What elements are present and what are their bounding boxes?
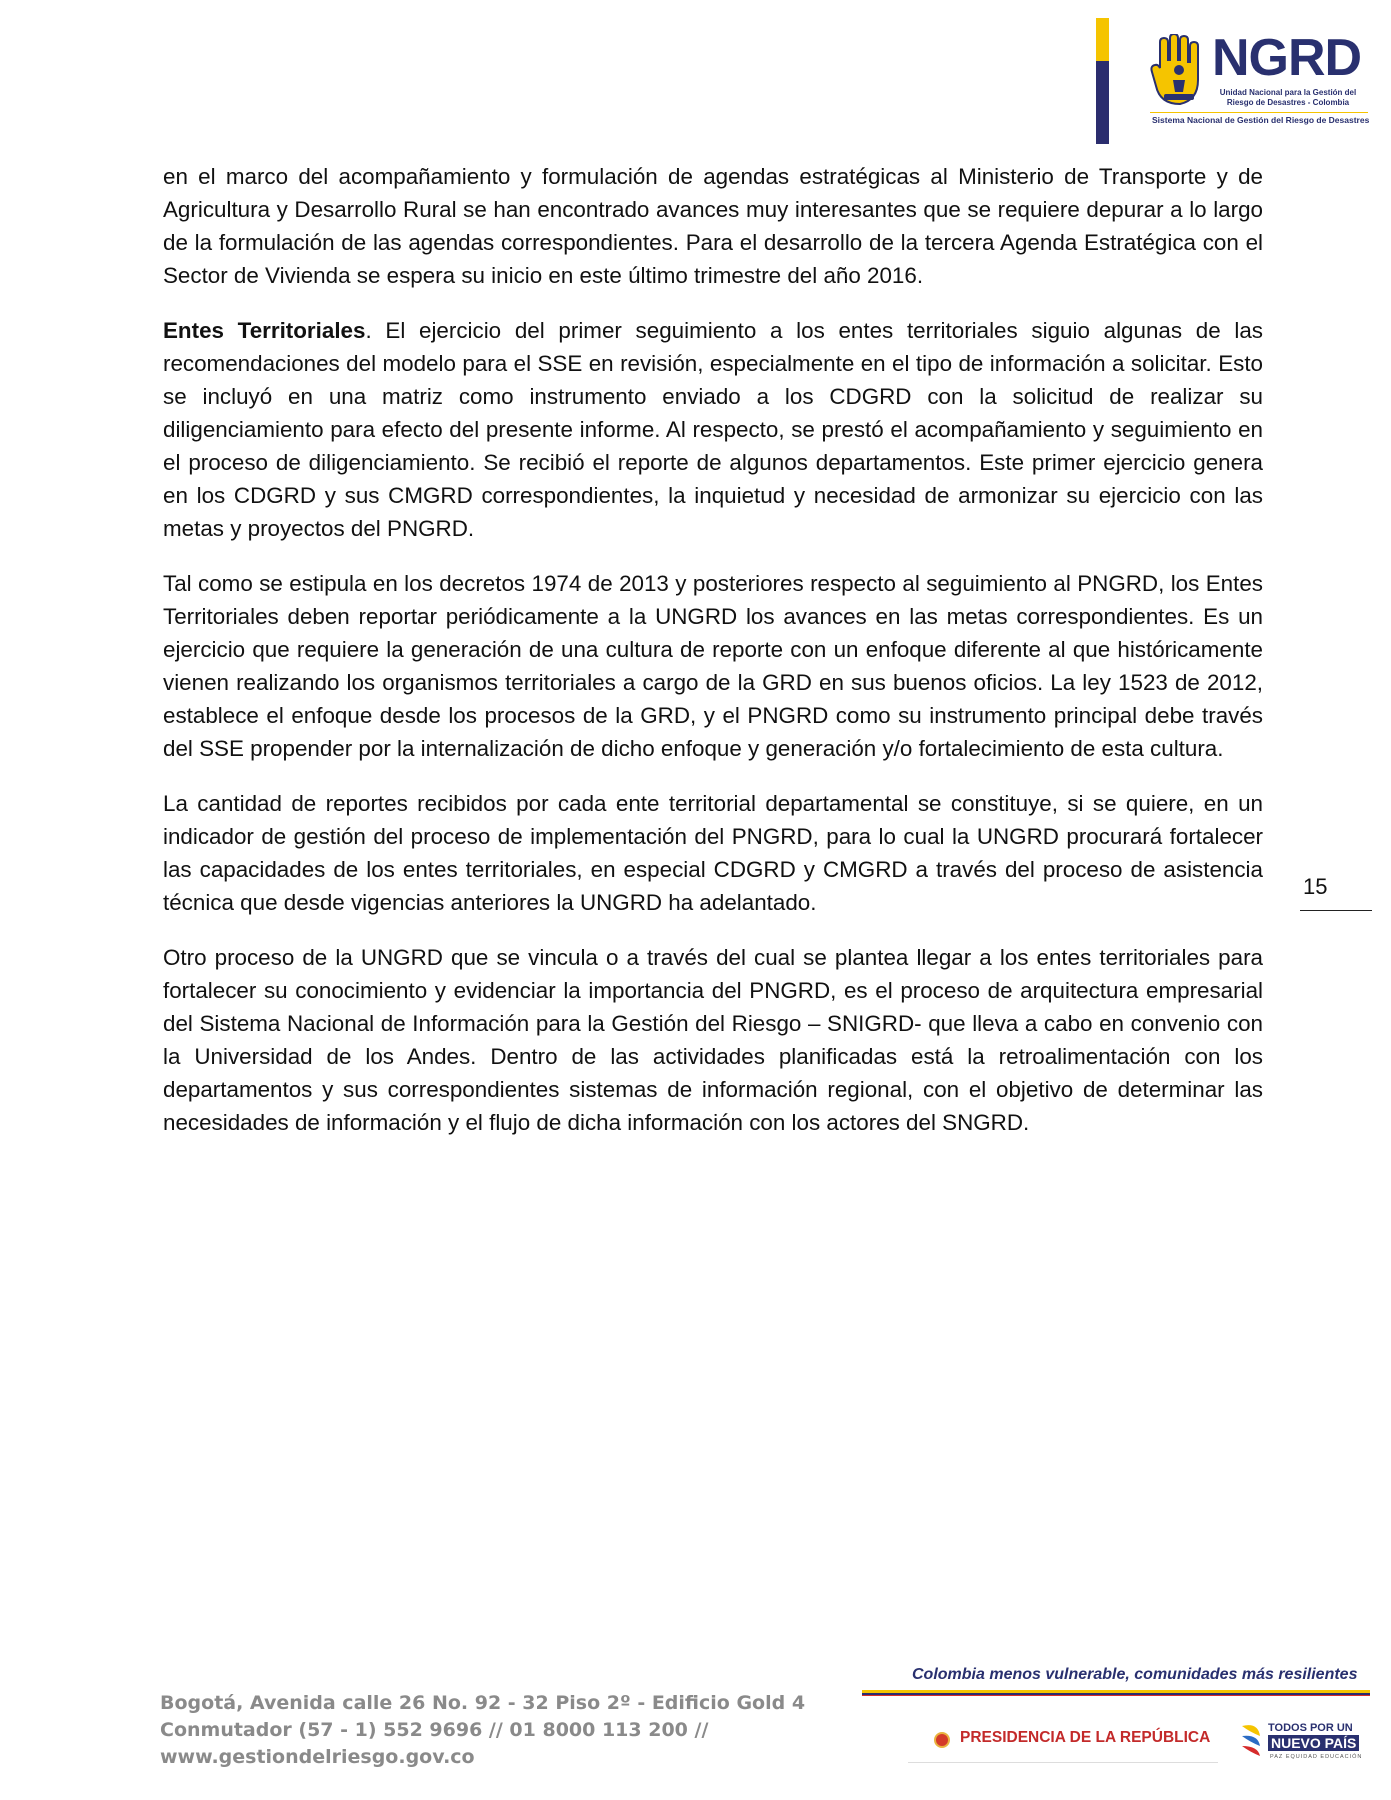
stripe-yellow	[1096, 18, 1109, 61]
logo-subtitle-line1: Unidad Nacional para la Gestión del	[1219, 88, 1357, 97]
logo-wordmark: NGRD	[1212, 29, 1362, 87]
paragraph-3: Tal como se estipula en los decretos 1974 de 2013 y posteriores respecto al seguimiento al PNGRD, los Entes Territoriales deben reportar periódicamente a la UNGRD los avances en las metas correspondientes. Es un ejercicio que requiere la generación de una cultura de reporte con un enfoque diferente al que históricamente vienen realizando los organismos territoriales a cargo de la GRD en sus buenos oficios. La ley 1523 de 2012, establece el enfoque desde los procesos de la GRD, y el PNGRD como su instrumento principal debe través del SSE propender por la internalización de dicho enfoque y generación y/o fortalecimiento de esta cultura.	[163, 571, 1263, 761]
page-number-rule	[1300, 910, 1372, 911]
flag-red	[862, 1695, 1370, 1696]
paragraph-5: Otro proceso de la UNGRD que se vincula o a través del cual se plantea llegar a los entes territoriales para fortalecer su conocimiento y evidenciar la importancia del PNGRD, es el proceso de arquitectura empresarial del Sistema Nacional de Información para la Gestión del Riesgo – SNIGRD- que lleva a cabo en convenio con la Universidad de los Andes. Dentro de las actividades planificadas está la retroalimentación con los departamentos y sus correspondientes sistemas de información regional, con el objetivo de determinar las necesidades de información y el flujo de dicha información con los actores del SNGRD.	[163, 945, 1263, 1135]
flag-color-bar	[862, 1690, 1370, 1696]
footer-address-line1: Bogotá, Avenida calle 26 No. 92 - 32 Piso 2º - Edificio Gold 4	[160, 1692, 806, 1714]
page-number: 15	[1303, 874, 1328, 899]
presidencia-seal-icon	[934, 1732, 950, 1748]
paragraph-1: en el marco del acompañamiento y formulación de agendas estratégicas al Ministerio de Transporte y de Agricultura y Desarrollo Rural se han encontrado avances muy interesantes que se requiere depurar a lo largo de la formulación de las agendas correspondientes. Para el desarrollo de la tercera Agenda Estratégica con el Sector de Vivienda se espera su inicio en este último trimestre del año 2016.	[163, 164, 1263, 288]
footer-phone-line: Conmutador (57 - 1) 552 9696 // 01 8000 113 200 //	[160, 1719, 709, 1741]
dove-icon	[1238, 1720, 1264, 1758]
paragraph-2	[163, 314, 1263, 545]
logo-divider	[1150, 112, 1368, 113]
footer-slogan: Colombia menos vulnerable, comunidades más resilientes	[912, 1666, 1358, 1683]
stripe-navy	[1096, 61, 1109, 144]
tpun-line1: TODOS POR UN	[1268, 1722, 1353, 1734]
logo-subtitle-line2: Riesgo de Desastres - Colombia	[1226, 98, 1350, 107]
tpun-line2: NUEVO PAÍS	[1268, 1735, 1359, 1751]
document-body	[163, 160, 1263, 1161]
footer-website: www.gestiondelriesgo.gov.co	[160, 1746, 475, 1768]
footer-address	[160, 1690, 805, 1771]
section-heading-entes-territoriales: Entes Territoriales	[163, 318, 366, 343]
presidencia-logo	[908, 1722, 1218, 1763]
tpun-line3: PAZ EQUIDAD EDUCACIÓN	[1270, 1754, 1363, 1760]
ungrd-logo	[1150, 29, 1370, 129]
logo-system-name: Sistema Nacional de Gestión del Riesgo de Desastres	[1152, 115, 1370, 125]
paragraph-4: La cantidad de reportes recibidos por cada ente territorial departamental se constituye, si se quiere, en un indicador de gestión del proceso de implementación del PNGRD, para lo cual la UNGRD procurará fortalecer las capacidades de los entes territoriales, en especial CDGRD y CMGRD a través del proceso de asistencia técnica que desde vigencias anteriores la UNGRD ha adelantado.	[163, 791, 1263, 915]
paragraph-2-text: . El ejercicio del primer seguimiento a los entes territoriales siguio algunas de las recomendaciones del modelo para el SSE en revisión, especialmente en el tipo de información a solicitar. Esto se incluyó en una matriz como instrumento enviado a los CDGRD con la solicitud de realizar su diligenciamiento para efecto del presente informe. Al respecto, se prestó el acompañamiento y seguimiento en el proceso de diligenciamiento. Se recibió el reporte de algunos departamentos. Este primer ejercicio genera en los CDGRD y sus CMGRD correspondientes, la inquietud y necesidad de armonizar su ejercicio con las metas y proyectos del PNGRD.	[163, 318, 1263, 541]
logo-subtitle	[1218, 88, 1358, 108]
presidencia-text: PRESIDENCIA DE LA REPÚBLICA	[960, 1729, 1211, 1746]
todos-por-un-nuevo-pais-logo	[1238, 1716, 1368, 1768]
header-color-stripe	[1096, 18, 1109, 144]
hand-emblem-icon	[1150, 34, 1208, 108]
